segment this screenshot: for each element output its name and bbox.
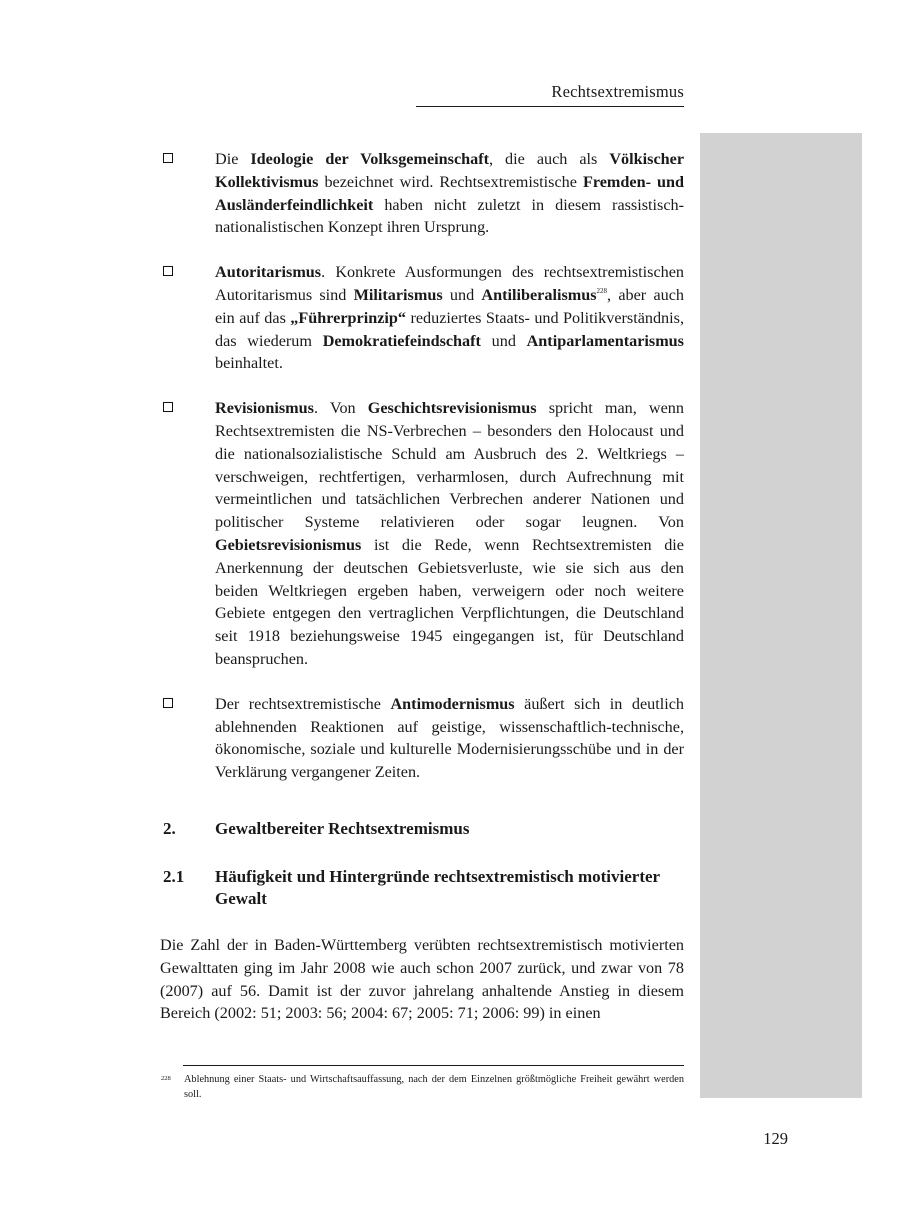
footnote-mark: 228: [161, 1075, 171, 1082]
checkbox-bullet-icon: [163, 402, 173, 412]
text-run: äußert sich in deutlich ablehnenden Reaktionen auf geistige, wissenschaftlich-technische, ökonomische, soziale und kulturelle Modernisierungsschübe und in der Verklärung vergangener Zeiten.: [215, 694, 684, 782]
subsection-title: Häufigkeit und Hintergründe rechtsextremistisch motivierter Gewalt: [215, 866, 660, 908]
text-run: Die: [215, 150, 251, 168]
bullet-text: [215, 261, 684, 375]
footnote-reference: 228: [596, 286, 608, 295]
text-run: spricht man, wenn Rechtsextremisten die NS-Verbrechen – besonders den Holocaust und die nationalsozialistische Schuld am Ausbruch des 2. Weltkriegs – verschweigen, rechtfertigen, verharmlosen, durch Aufrechnung mit vermeintlichen und tatsächlichen Verbrechen anderer Nationen und politischer Systeme relativieren oder sogar leugnen. Von: [215, 399, 684, 532]
key-term: Antiparlamentarismus: [526, 331, 684, 350]
key-term: „Führerprinzip“: [290, 308, 407, 327]
key-term: Antimodernismus: [390, 694, 515, 713]
footnote-text: Ablehnung einer Staats- und Wirtschaftsauffassung, nach der dem Einzelnen größtmögliche Freiheit gewährt werden soll.: [184, 1074, 684, 1100]
bullet-item: [160, 148, 684, 239]
main-content: [160, 148, 684, 1025]
key-term: Revisionismus: [215, 399, 314, 418]
key-term: Militarismus: [353, 285, 443, 304]
key-term: Völkischer Kollektivismus: [215, 150, 684, 191]
text-run: Der rechtsextremistische: [215, 694, 391, 713]
text-run: . Konkrete Ausformungen des rechtsextremistischen Autoritarismus sind: [215, 263, 684, 304]
bullet-text: [215, 148, 684, 239]
text-run: beinhaltet.: [215, 354, 283, 373]
bullet-text: [215, 397, 684, 671]
checkbox-bullet-icon: [163, 266, 173, 276]
text-run: und: [442, 285, 482, 304]
text-run: , die auch als: [489, 150, 610, 168]
bullet-item: [160, 397, 684, 671]
text-run: , aber auch ein auf das: [215, 285, 684, 327]
body-paragraph: Die Zahl der in Baden-Württemberg verübten rechtsextremistisch motivierten Gewalttaten ging im Jahr 2008 wie auch schon 2007 zurück, und zwar von 78 (2007) auf 56. Damit ist der zuvor jahrelang anhaltende Anstieg in diesem Bereich (2002: 51; 2003: 56; 2004: 67; 2005: 71; 2006: 99) in einen: [160, 935, 684, 1023]
bullet-item: [160, 693, 684, 784]
footnote: [160, 1072, 684, 1102]
bullet-list: [160, 148, 684, 784]
text-run: reduziertes Staats- und Politikverständnis, das wiederum: [215, 308, 684, 350]
margin-sidebar: [700, 133, 862, 1098]
subsection-number: 2.1: [163, 866, 185, 886]
checkbox-bullet-icon: [163, 698, 173, 708]
header-rule: [416, 106, 684, 107]
section-title: Gewaltbereiter Rechtsextremismus: [215, 818, 470, 838]
text-run: ist die Rede, wenn Rechtsextremisten die Anerkennung der deutschen Gebietsverluste, wie sie sich aus den beiden Weltkriegen ergeben haben, verweigern oder noch weitere Gebiete entgegen den vertraglichen Verpflichtungen, die Deutschland seit 1918 beziehungsweise 1945 eingegangen ist, für Deutschland beanspruchen.: [215, 535, 684, 668]
subsection-heading: [160, 866, 684, 910]
section-heading: [160, 818, 684, 840]
text-run: bezeichnet wird. Rechtsextremistische: [318, 172, 583, 191]
footnote-rule: [183, 1065, 684, 1066]
checkbox-bullet-icon: [163, 153, 173, 163]
key-term: Ideologie der Volksgemeinschaft: [250, 150, 490, 168]
key-term: Antiliberalismus: [481, 285, 597, 304]
bullet-text: [215, 693, 684, 784]
text-run: haben nicht zuletzt in diesem rassistisch-nationalistischen Konzept ihren Ursprung.: [215, 195, 684, 237]
bullet-item: [160, 261, 684, 375]
key-term: Fremden- und Ausländerfeindlichkeit: [215, 172, 684, 214]
running-head: Rechtsextremismus: [551, 82, 684, 101]
key-term: Geschichtsrevisionismus: [367, 399, 537, 418]
key-term: Autoritarismus: [215, 263, 322, 282]
page-number: 129: [763, 1129, 788, 1148]
key-term: Gebietsrevisionismus: [215, 535, 362, 554]
text-run: und: [480, 331, 527, 350]
text-run: . Von: [313, 399, 368, 418]
section-number: 2.: [163, 818, 176, 838]
key-term: Demokratiefeindschaft: [322, 331, 481, 350]
